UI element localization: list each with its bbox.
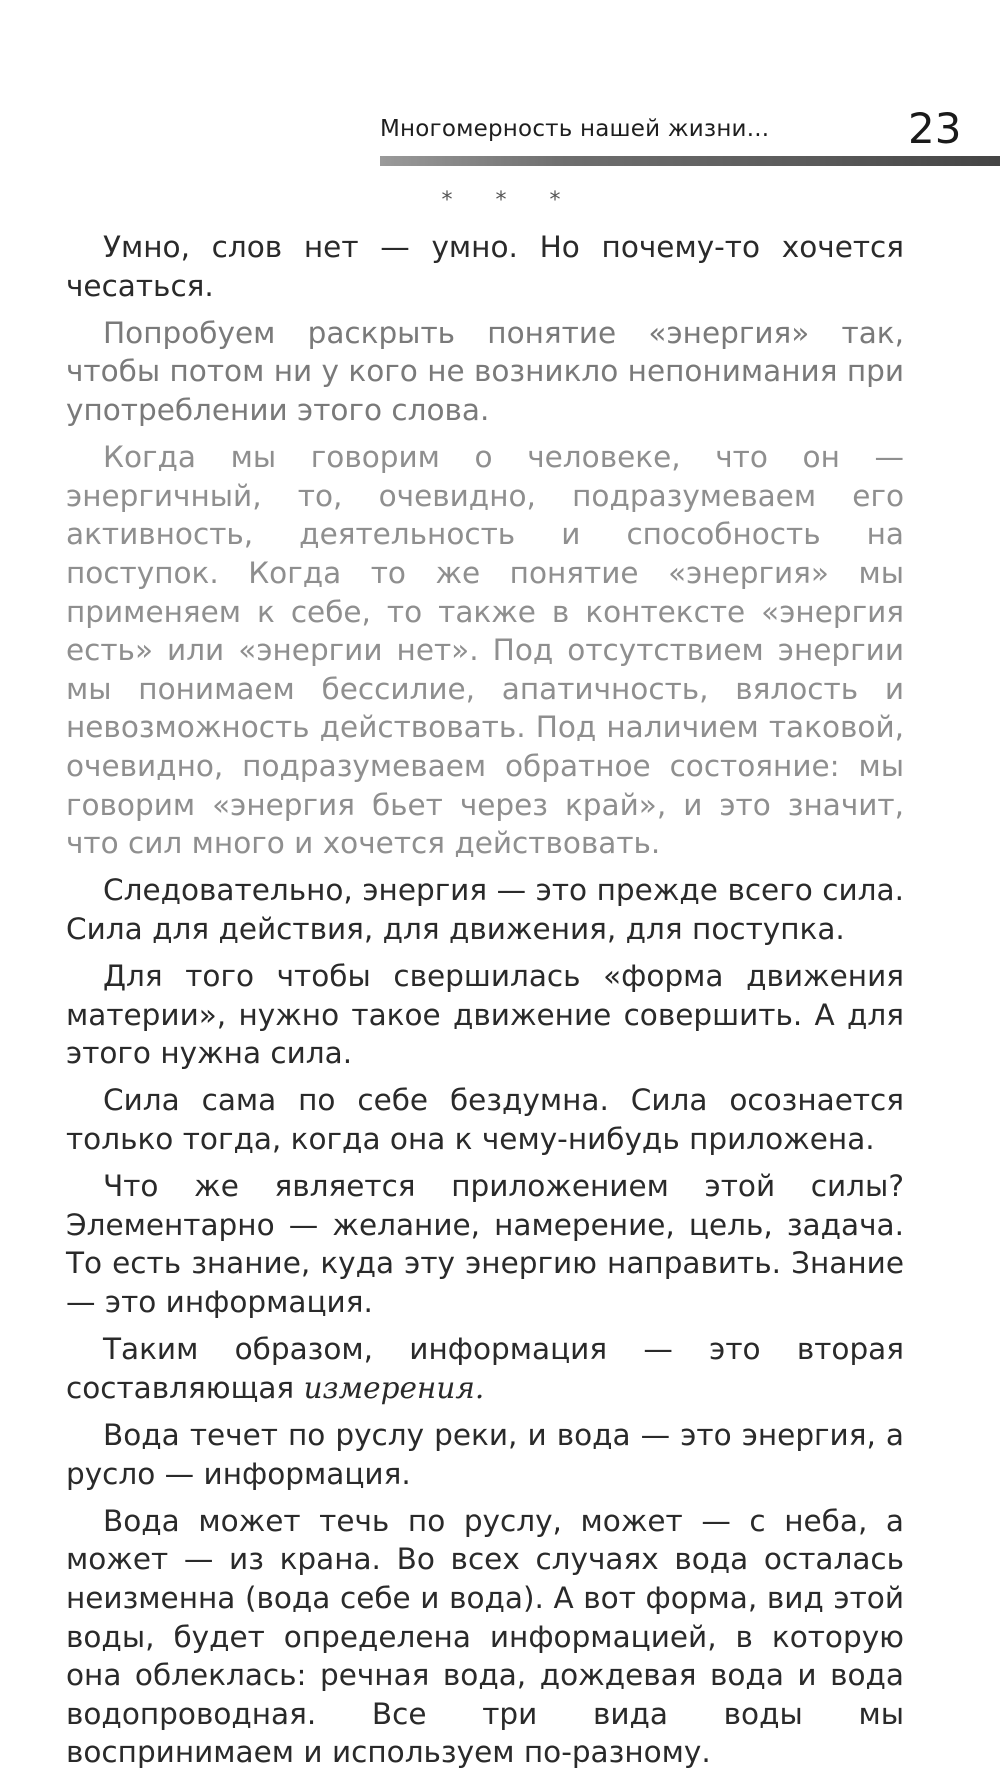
paragraph-3: Когда мы говорим о человеке, что он — энергичный, то, очевидно, подразумеваем его активность, деятельность и способность на поступок. Когда то же понятие «энергия» мы применяем к себе, то также в контексте «энергия есть» или «энергии нет». Под отсутствием энергии мы понимаем бессилие, апатичность, вялость и невозможность действовать. Под наличием таковой, очевидно, подразумеваем обратное состояние: мы говорим «энергия бьет через край», и это значит, что сил много и хочется действовать. <box>66 440 904 861</box>
paragraph-2: Попробуем раскрыть понятие «энергия» так, чтобы потом ни у кого не возникло непонимания при употреблении этого слова. <box>66 315 905 427</box>
paragraph-6: Сила сама по себе бездумна. Сила осознается только тогда, когда она к чему-нибудь приложена. <box>66 1083 904 1157</box>
header-rule <box>380 156 1000 166</box>
paragraph-7: Что же является приложением этой силы? Элементарно — желание, намерение, цель, задача. То есть знание, куда эту энергию направить. Знание — это информация. <box>66 1169 904 1319</box>
paragraph-1: Умно, слов нет — умно. Но почему-то хочется чесаться. <box>66 230 904 303</box>
paragraph-8-text: Таким образом, информация — это вторая составляющая <box>66 1332 904 1405</box>
paragraph-4: Следовательно, энергия — это прежде всего сила. Сила для действия, для движения, для поступка. <box>66 873 904 946</box>
paragraph-9: Вода течет по руслу реки, и вода — это энергия, а русло — информация. <box>66 1417 904 1491</box>
paragraph-10: Вода может течь по руслу, может — с неба, а может — из крана. Во всех случаях вода осталась неизменна (вода себе и вода). А вот форма, вид этой воды, будет определена информацией, в которую она облеклась: речная вода, дождевая вода и вода водопроводная. Все три вида воды мы воспринимаем и используем по-разному. <box>66 1503 904 1770</box>
running-title: Многомерность нашей жизни... <box>380 116 770 142</box>
page-header <box>380 104 1000 168</box>
section-ornament: * * * <box>441 188 579 213</box>
paragraph-8 <box>66 1330 904 1407</box>
body-text <box>66 228 904 1781</box>
paragraph-5: Для того чтобы свершилась «форма движения материи», нужно такое движение совершить. А для этого нужна сила. <box>66 959 904 1071</box>
paragraph-8-emphasis: измерения. <box>303 1370 485 1405</box>
page-number: 23 <box>908 104 962 153</box>
